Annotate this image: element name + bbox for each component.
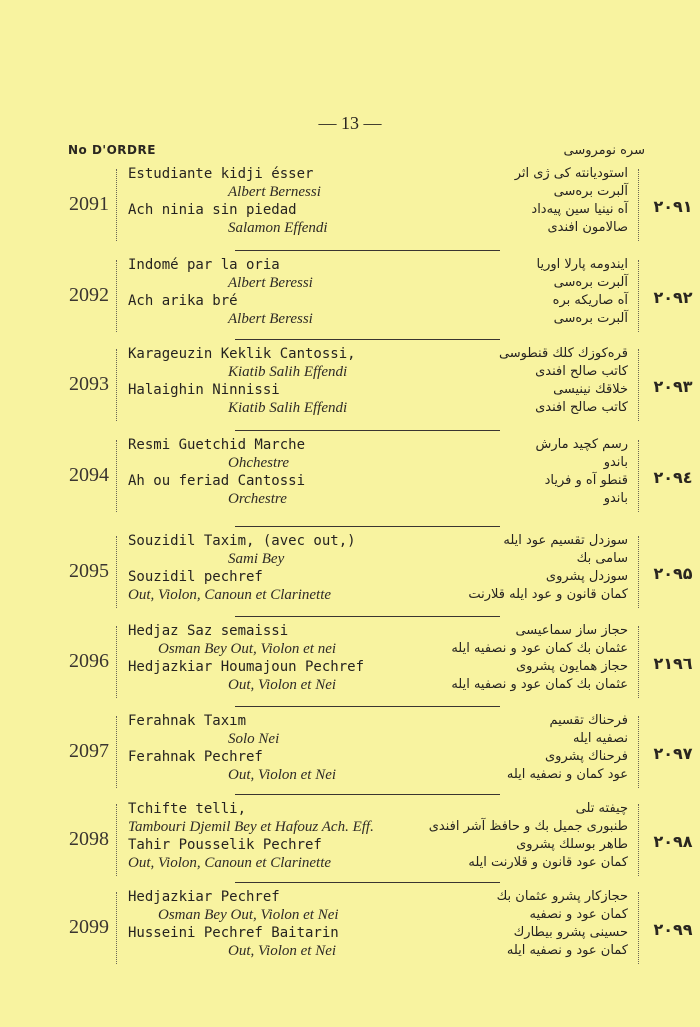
entry-separator: [235, 339, 500, 340]
performer: Out, Violon, Canoun et Clarinette: [128, 855, 332, 871]
right-brace: [634, 536, 639, 608]
song-title-ottoman: قنطو آه و فریاد: [544, 473, 628, 488]
performer-ottoman: عود کمان و نصفیه ایله: [506, 767, 628, 782]
song-title: Resmi Guetchid Marche: [128, 437, 306, 453]
performer-ottoman: کاتب صالح افندی: [535, 400, 628, 415]
performer: Kiatib Salih Effendi: [228, 364, 348, 380]
left-brace: [116, 349, 121, 421]
performer: Orchestre: [228, 491, 287, 507]
song-title: Ferahnak Taxım: [128, 713, 247, 729]
song-title: Souzidil pechref: [128, 569, 263, 585]
song-title: Ferahnak Pechref: [128, 749, 263, 765]
performer-ottoman: کاتب صالح افندی: [535, 364, 628, 379]
performer-ottoman: آلبرت برەسی: [553, 311, 628, 326]
performer-ottoman: کمان عود و نصفیه: [529, 907, 628, 922]
performer-ottoman: آلبرت برەسی: [553, 275, 628, 290]
performer-ottoman: صالامون افندی: [547, 220, 628, 235]
performer-ottoman: آلبرت برەسی: [553, 184, 628, 199]
song-title: Hedjaz Saz semaissi: [128, 623, 289, 639]
performer: Osman Bey Out, Violon et nei: [158, 641, 337, 657]
song-title-ottoman: سوزدل تقسیم عود ایله: [503, 533, 628, 548]
song-title-ottoman: حجازکار پشرو عثمان بك: [496, 889, 628, 904]
right-brace: [634, 716, 639, 788]
entry-number-ottoman: ۲۰۹۹: [653, 920, 693, 939]
right-brace: [634, 260, 639, 332]
performer-ottoman: باندو: [603, 491, 628, 506]
song-title: Ach arika bré: [128, 293, 238, 309]
performer-ottoman: نصفیه ایله: [573, 731, 628, 746]
left-brace: [116, 716, 121, 788]
entry-separator: [235, 430, 500, 431]
left-brace: [116, 536, 121, 608]
performer: Out, Violon et Nei: [228, 943, 337, 959]
entry-number-ottoman: ۲۰۹۷: [653, 744, 693, 763]
performer: Albert Bernessi: [228, 184, 321, 200]
left-brace: [116, 260, 121, 332]
catalog-entry: [0, 345, 700, 431]
catalog-entry: [0, 622, 700, 708]
performer: Out, Violon et Nei: [228, 767, 337, 783]
catalog-entry: [0, 532, 700, 618]
song-title: Estudiante kidji ésser: [128, 166, 314, 182]
song-title-ottoman: سوزدل پشروی: [545, 569, 628, 584]
song-title-ottoman: حجاز همایون پشروی: [516, 659, 628, 674]
performer: Ohchestre: [228, 455, 290, 471]
song-title: Indomé par la oria: [128, 257, 280, 273]
song-title: Halaighin Ninnissi: [128, 382, 280, 398]
catalog-entry: [0, 436, 700, 522]
left-brace: [116, 440, 121, 512]
performer: Salamon Effendi: [228, 220, 328, 236]
entry-separator: [235, 794, 500, 795]
song-title-ottoman: استودیانته کی ژی اثر: [514, 166, 628, 181]
performer: Kiatib Salih Effendi: [228, 400, 348, 416]
song-title: Ach ninia sin piedad: [128, 202, 297, 218]
left-brace: [116, 804, 121, 876]
right-brace: [634, 892, 639, 964]
left-brace: [116, 169, 121, 241]
entry-number: 2093: [69, 373, 109, 395]
entry-number-ottoman: ۲۰۹۳: [653, 377, 693, 396]
performer-ottoman: عثمان بك کمان عود و نصفیه ایله: [451, 641, 628, 656]
song-title: Tchifte telli,: [128, 801, 247, 817]
entry-number: 2095: [69, 560, 109, 582]
entry-number: 2096: [69, 650, 109, 672]
entry-number: 2092: [69, 284, 109, 306]
song-title-ottoman: چیفته تلی: [575, 801, 628, 816]
entry-number-ottoman: ۲۰۹۱: [653, 197, 693, 216]
entry-number: 2097: [69, 740, 109, 762]
song-title-ottoman: آه صاریکه بره: [552, 293, 628, 308]
song-title-ottoman: حسینی پشرو بیطارك: [513, 925, 628, 940]
performer-ottoman: طنبوری جمیل بك و حافظ آشر افندی: [428, 819, 628, 834]
song-title-ottoman: حجاز ساز سماعیسی: [515, 623, 628, 638]
entry-number-ottoman: ۲۰۹۲: [653, 288, 693, 307]
song-title-ottoman: آه نینیا سین پیەداد: [531, 202, 628, 217]
entry-separator: [235, 616, 500, 617]
song-title-ottoman: فرحناك پشروی: [545, 749, 628, 764]
right-brace: [634, 349, 639, 421]
song-title-ottoman: ایندومه پارلا اوریا: [536, 257, 628, 272]
catalog-entry: [0, 256, 700, 342]
song-title-ottoman: قره‌کوزك کلك قنطوسی: [498, 346, 628, 361]
performer: Sami Bey: [228, 551, 285, 567]
song-title: Ah ou feriad Cantossi: [128, 473, 306, 489]
entry-separator: [235, 526, 500, 527]
entry-number: 2099: [69, 916, 109, 938]
song-title: Souzidil Taxim, (avec out,): [128, 533, 356, 549]
performer-ottoman: کمان عود قانون و قلارنت ایله: [468, 855, 628, 870]
song-title-ottoman: خلاقك نینیسی: [553, 382, 628, 397]
entry-separator: [235, 250, 500, 251]
song-title: Husseini Pechref Baitarin: [128, 925, 339, 941]
right-brace: [634, 169, 639, 241]
entry-separator: [235, 882, 500, 883]
performer: Albert Beressi: [228, 275, 313, 291]
catalog-entry: [0, 712, 700, 798]
performer-ottoman: سامی بك: [576, 551, 628, 566]
song-title: Hedjazkiar Pechref: [128, 889, 280, 905]
performer-ottoman: باندو: [603, 455, 628, 470]
entry-number: 2098: [69, 828, 109, 850]
left-brace: [116, 626, 121, 698]
entry-number: 2091: [69, 193, 109, 215]
song-title: Tahir Pousselik Pechref: [128, 837, 322, 853]
order-number-header: No D'ORDRE: [68, 143, 156, 157]
entry-number-ottoman: ۲۰۹۸: [653, 832, 693, 851]
performer: Out, Violon et Nei: [228, 677, 337, 693]
performer: Osman Bey Out, Violon et Nei: [158, 907, 339, 923]
performer-ottoman: کمان عود و نصفیه ایله: [506, 943, 628, 958]
right-brace: [634, 804, 639, 876]
order-number-header-ottoman: سره نومروسی: [563, 143, 645, 158]
entry-number-ottoman: ۲۰۹٤: [653, 468, 693, 487]
catalog-entry: [0, 888, 700, 974]
performer: Out, Violon, Canoun et Clarinette: [128, 587, 332, 603]
catalog-entry: [0, 800, 700, 886]
performer-ottoman: عثمان بك کمان عود و نصفیه ایله: [451, 677, 628, 692]
song-title-ottoman: فرحناك تقسیم: [549, 713, 628, 728]
performer: Albert Beressi: [228, 311, 313, 327]
performer: Solo Nei: [228, 731, 280, 747]
entry-number-ottoman: ۲۰۹۵: [653, 564, 693, 583]
entry-separator: [235, 706, 500, 707]
song-title: Hedjazkiar Houmajoun Pechref: [128, 659, 365, 675]
left-brace: [116, 892, 121, 964]
right-brace: [634, 626, 639, 698]
performer-ottoman: کمان قانون و عود ایله قلارنت: [468, 587, 628, 602]
entry-number-ottoman: ۲۱۹٦: [653, 654, 693, 673]
page-number: — 13 —: [318, 113, 382, 133]
catalog-entry: [0, 165, 700, 251]
performer: Tambouri Djemil Bey et Hafouz Ach. Eff.: [128, 819, 374, 835]
song-title: Karageuzin Keklik Cantossi,: [128, 346, 356, 362]
entry-number: 2094: [69, 464, 109, 486]
right-brace: [634, 440, 639, 512]
song-title-ottoman: رسم کچید مارش: [535, 437, 628, 452]
song-title-ottoman: طاهر بوسلك پشروی: [516, 837, 628, 852]
